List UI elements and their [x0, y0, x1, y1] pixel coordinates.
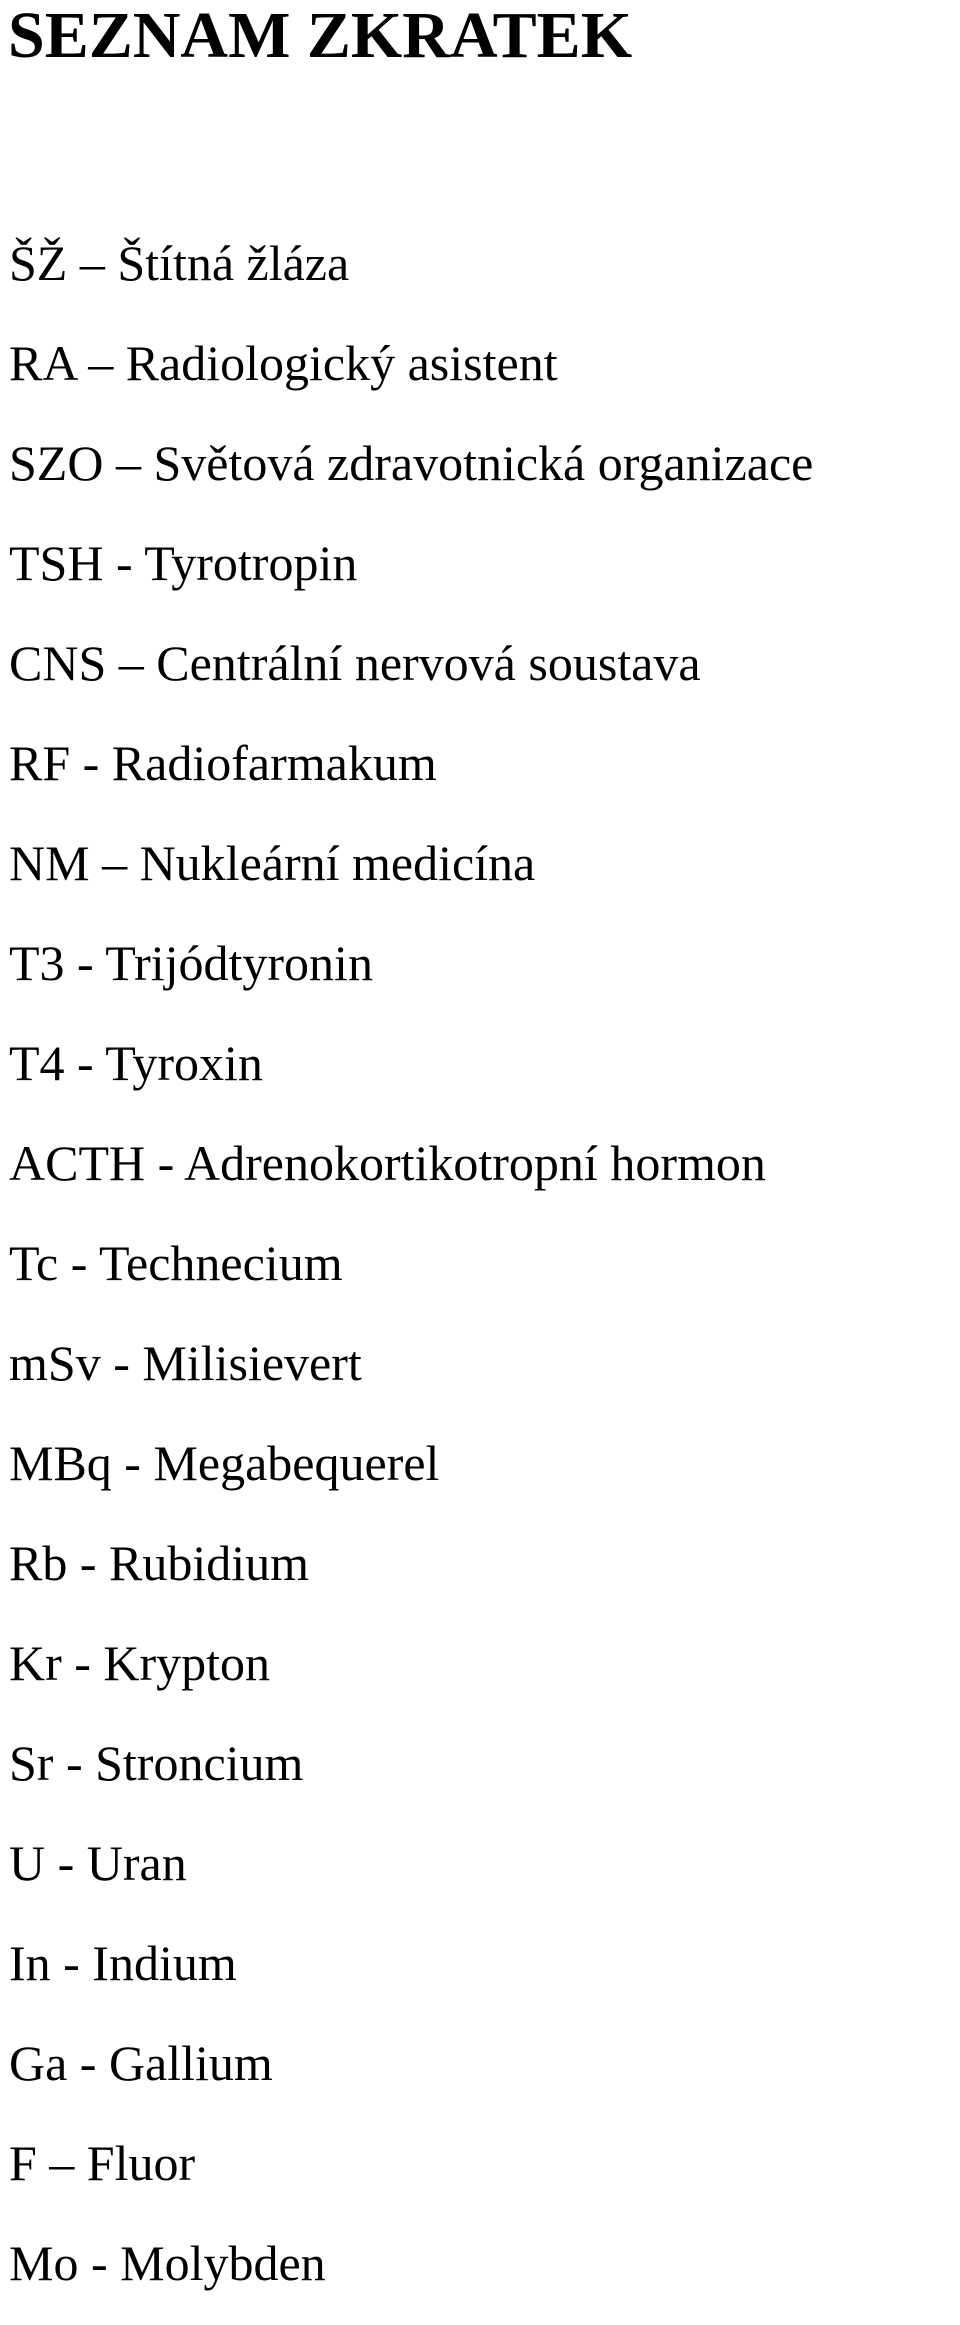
abbreviation-entry: T4 - Tyroxin [9, 1035, 263, 1091]
abbreviation-entry: ŠŽ – Štítná žláza [9, 235, 350, 291]
abbreviation-entry: Ga - Gallium [9, 2035, 273, 2091]
abbreviation-entry: mSv - Milisievert [9, 1335, 362, 1391]
abbreviation-entry: Rb - Rubidium [9, 1535, 310, 1591]
abbreviation-entry: Tc - Technecium [9, 1235, 343, 1291]
abbreviation-entry: U - Uran [9, 1835, 187, 1891]
abbreviation-entry: Sr - Stroncium [9, 1735, 304, 1791]
abbreviation-entry: NM – Nukleární medicína [9, 835, 536, 891]
page-title: SEZNAM ZKRATEK [8, 0, 633, 72]
abbreviation-entry: RA – Radiologický asistent [9, 335, 558, 391]
abbreviation-entry: Mo - Molybden [9, 2235, 326, 2291]
abbreviation-entry: CNS – Centrální nervová soustava [9, 635, 701, 691]
abbreviation-entry: MBq - Megabequerel [9, 1435, 440, 1491]
abbreviation-entry: ACTH - Adrenokortikotropní hormon [9, 1135, 766, 1191]
abbreviation-entry: Kr - Krypton [9, 1635, 271, 1691]
abbreviation-entry: SZO – Světová zdravotnická organizace [9, 435, 814, 491]
abbreviation-entry: T3 - Trijódtyronin [9, 935, 373, 991]
abbreviation-entry: F – Fluor [9, 2135, 196, 2191]
abbreviation-entry: RF - Radiofarmakum [9, 735, 437, 791]
abbreviation-entry: In - Indium [9, 1935, 237, 1991]
abbreviation-entry: TSH - Tyrotropin [9, 535, 358, 591]
